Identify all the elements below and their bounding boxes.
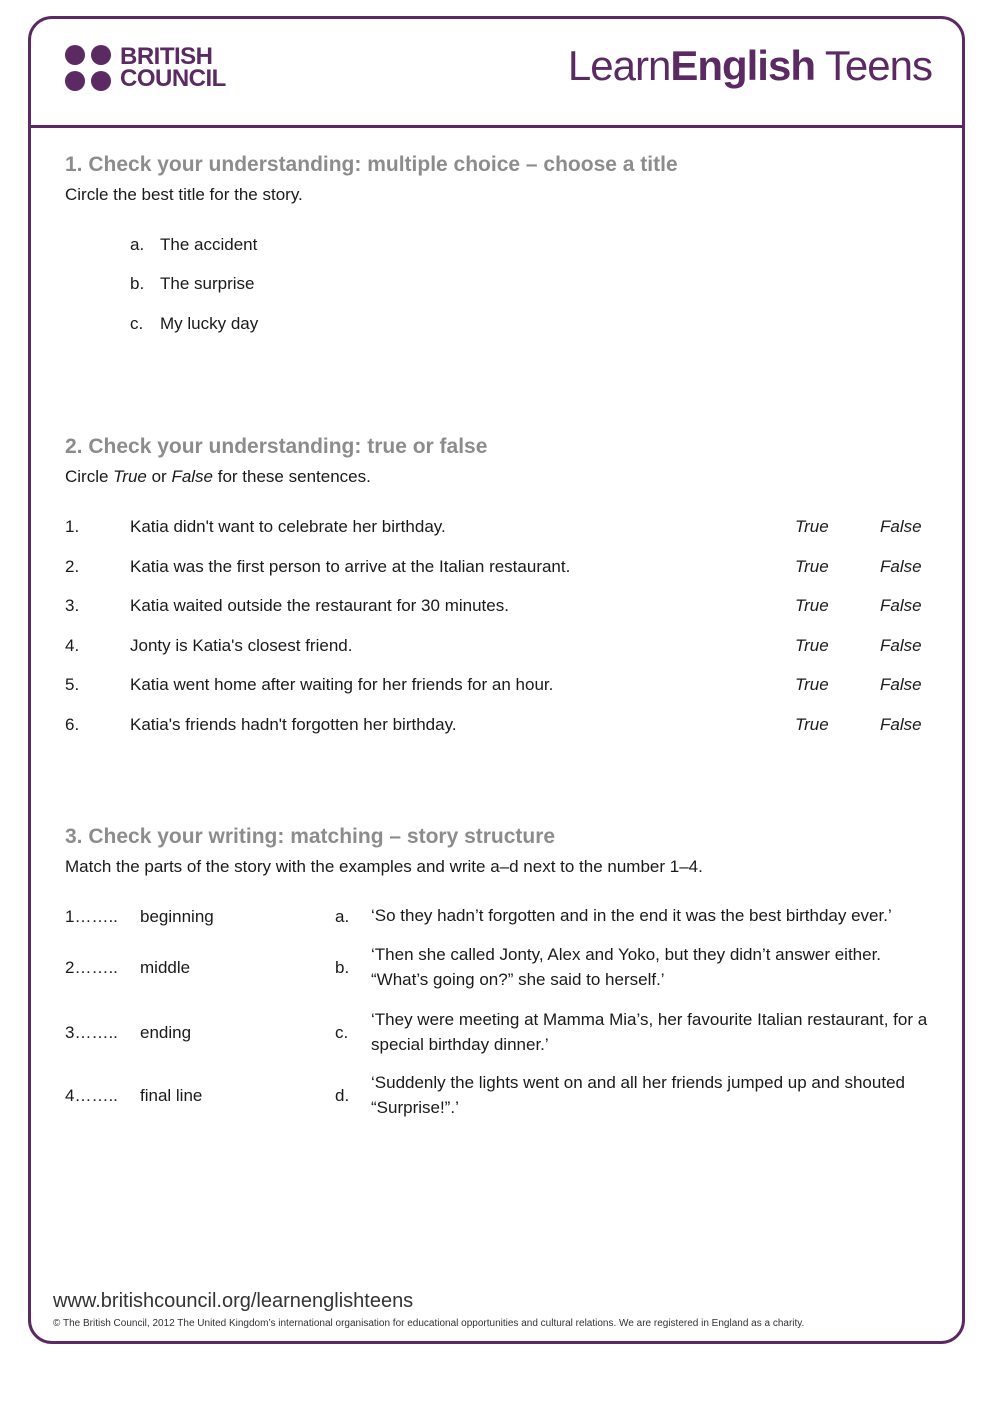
true-option[interactable]: True [795, 596, 829, 615]
section2-title: 2. Check your understanding: true or false [65, 435, 488, 458]
british-council-logo [65, 45, 226, 91]
false-option[interactable]: False [880, 636, 922, 655]
section3-instruction: Match the parts of the story with the examples and write a–d next to the number 1–4. [65, 857, 703, 876]
true-option[interactable]: True [795, 715, 829, 734]
logo-dots-icon [65, 45, 111, 91]
tf-row: 5. Katia went home after waiting for her friends for an hour. True False [65, 675, 922, 694]
true-option[interactable]: True [795, 517, 829, 536]
true-option[interactable]: True [795, 675, 829, 694]
option-c: c. My lucky day [130, 314, 259, 333]
false-option[interactable]: False [880, 596, 922, 615]
section3-title: 3. Check your writing: matching – story structure [65, 825, 556, 848]
option-a: a. The accident [130, 235, 258, 254]
section2-instruction: Circle True or False for these sentences. [65, 467, 371, 486]
tf-row: 3. Katia waited outside the restaurant for 30 minutes. True False [65, 596, 922, 615]
tf-row: 1. Katia didn't want to celebrate her birthday. True False [65, 517, 922, 536]
tf-row: 4. Jonty is Katia's closest friend. True False [65, 636, 922, 655]
answer-blank[interactable]: 4…….. [65, 1086, 118, 1105]
option-b: b. The surprise [130, 274, 255, 293]
footer-url[interactable]: www.britishcouncil.org/learnenglishteens [53, 1290, 414, 1312]
true-option[interactable]: True [795, 557, 829, 576]
logo-text [120, 43, 226, 92]
answer-blank[interactable]: 1…….. [65, 907, 118, 926]
logo-line1: BRITISH [120, 43, 213, 70]
false-option[interactable]: False [880, 715, 922, 734]
header-divider [28, 125, 965, 128]
footer-copyright: © The British Council, 2012 The United Kingdom’s international organisation for educational opportunities and cultural relations. We are registered in England as a charity. [53, 1318, 805, 1329]
false-option[interactable]: False [880, 675, 922, 694]
false-option[interactable]: False [880, 557, 922, 576]
answer-blank[interactable]: 3…….. [65, 1023, 118, 1042]
section1-title: 1. Check your understanding: multiple choice – choose a title [65, 153, 678, 176]
false-option[interactable]: False [880, 517, 922, 536]
logo-line2: COUNCIL [120, 65, 226, 92]
tf-row: 6. Katia's friends hadn't forgotten her birthday. True False [65, 715, 922, 734]
learnenglish-teens-brand: LearnEnglish Teens [567, 42, 932, 89]
tf-row: 2. Katia was the first person to arrive at the Italian restaurant. True False [65, 557, 922, 576]
answer-blank[interactable]: 2…….. [65, 958, 118, 977]
true-option[interactable]: True [795, 636, 829, 655]
section1-instruction: Circle the best title for the story. [65, 185, 303, 204]
